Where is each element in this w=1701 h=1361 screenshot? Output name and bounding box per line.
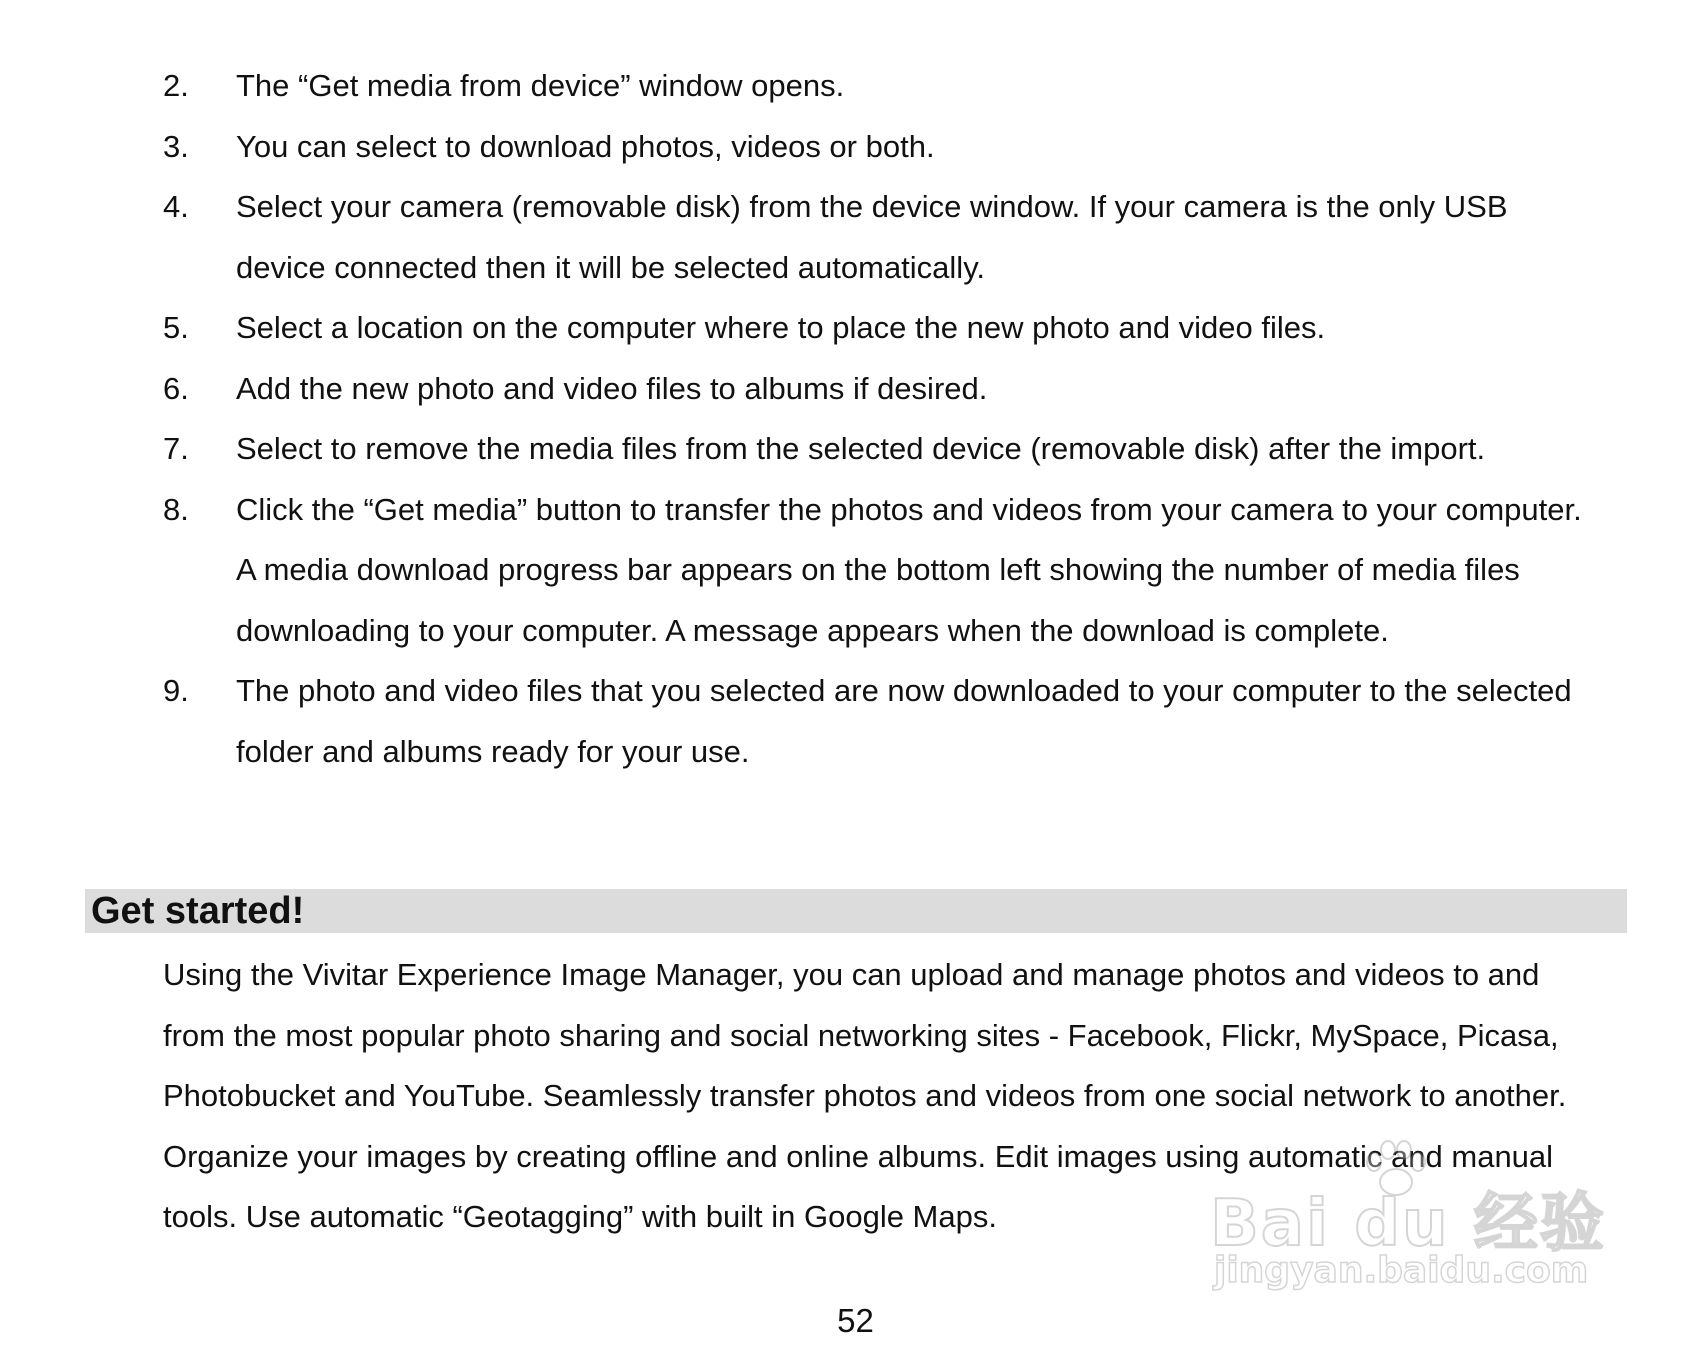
step-text: The photo and video files that you selected are now downloaded to your computer to the selected folder and albums ready for your use. [236,673,1572,769]
step-number: 9. [163,673,189,708]
section-body: Using the Vivitar Experience Image Manager, you can upload and manage photos and videos to and from the most popular photo sharing and social networking sites - Facebook, Flickr, MySpace, Picasa, Photobucket and YouTube. Seamlessly transfer photos and videos from one social network to another. Organize your images by creating offline and online albums. Edit images using automatic manual tools. Use automatic “Geotagging” with built in Google Maps. [163,957,1567,1234]
watermark-url: jingyan.baidu.com [1214,1250,1589,1291]
section-title: Get started! [91,890,305,932]
page-number: 52 [837,1302,874,1339]
step-text: Select a location on the computer where to place the new photo and video files. [236,310,1326,345]
step-number: 2. [163,68,189,103]
step-number: 3. [163,128,189,164]
step-number: 5. [163,310,189,345]
section-header-bar [85,889,1627,933]
step-number: 7. [163,431,189,466]
step-text: You can select to download photos, videos or both. [236,128,935,164]
step-text: Click the “Get media” button to transfer the photos and videos from your camera to your computer. A media download progress bar appears on the bottom left showing the number of media files downloading to your computer. A message appears when the download is complete. [236,491,1582,648]
step-text: Select to remove the media files from the selected device (removable disk) after the import. [236,431,1486,466]
watermark [1210,1140,1610,1300]
step-text: The “Get media from device” window opens. [236,68,845,103]
step-number: 4. [163,189,189,224]
watermark-brand: Bai du 经验 [1210,1187,1606,1261]
step-number: 6. [163,370,189,406]
step-text: Select your camera (removable disk) from the device window. If your camera is the only USB device connected then it will be selected automatically. [236,189,1508,285]
step-text: Add the new photo and video files to albums if desired. [236,370,988,406]
step-number: 8. [163,491,189,527]
